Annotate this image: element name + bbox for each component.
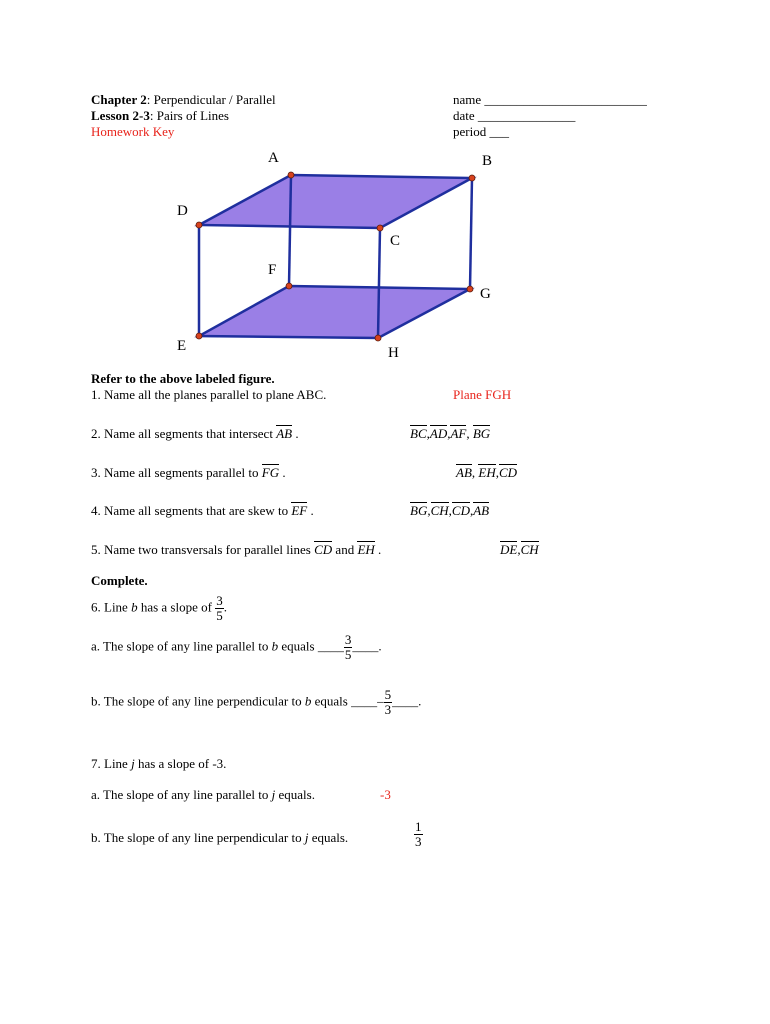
question-6a: a. The slope of any line parallel to b equals ____ $\frac{3}{5}$ ____. [91, 632, 382, 662]
answer-1: Plane FGH [453, 387, 512, 402]
segment-ab: AB [276, 426, 293, 441]
vertex-label-e: E [177, 338, 187, 354]
question-3: 3. Name all segments parallel to FG . [91, 465, 286, 480]
question-6: 6. Line b has a slope of $\frac{3}{5}$ . [91, 593, 227, 623]
section-complete-title: Complete. [91, 573, 148, 588]
vertex-label-d: D [177, 203, 188, 219]
fraction-3-5: $\frac{3}{5}$ [216, 593, 223, 623]
lesson-title: Lesson 2-3: Pairs of Lines [91, 108, 229, 123]
homework-key-label: Homework Key [91, 124, 175, 139]
answer-6b-fraction: $\frac{5}{3}$ [384, 687, 392, 717]
period-field: period ___ [453, 124, 509, 139]
question-4: 4. Name all segments that are skew to EF . [91, 503, 314, 518]
prism-figure [0, 0, 770, 380]
name-field: name _________________________ [453, 92, 647, 107]
answer-5: DE,CH [500, 542, 539, 557]
answer-3: AB, EH,CD [456, 465, 518, 480]
section-refer-title: Refer to the above labeled figure. [91, 371, 275, 386]
question-5: 5. Name two transversals for parallel lines CD and EH . [91, 542, 382, 557]
question-7b: b. The slope of any line perpendicular to j equals. [91, 830, 349, 845]
segment-ef: EF [291, 503, 308, 518]
segment-fg: FG [261, 465, 280, 480]
question-7a: a. The slope of any line parallel to j equals. [91, 787, 315, 802]
segment-cd: CD [314, 542, 333, 557]
answer-2: BC,AD,AF, BG [410, 426, 491, 441]
vertex-label-h: H [388, 345, 399, 361]
date-field: date _______________ [453, 108, 576, 123]
answer-7a: -3 [380, 787, 391, 802]
question-1: 1. Name all the planes parallel to plane ABC. [91, 387, 327, 402]
question-7: 7. Line j has a slope of -3. [91, 756, 227, 771]
question-2: 2. Name all segments that intersect AB . [91, 426, 299, 441]
answer-7b [414, 820, 423, 849]
segment-eh: EH [357, 542, 375, 557]
answer-4: BG,CH,CD,AB [410, 503, 490, 518]
chapter-title: Chapter 2: Perpendicular / Parallel [91, 92, 276, 107]
vertex-label-f: F [268, 262, 277, 278]
vertex-label-a: A [268, 150, 279, 166]
vertex-label-c: C [390, 233, 401, 249]
vertex-label-b: B [482, 153, 493, 169]
answer-7b-fraction: $\frac{1}{3}$ [415, 819, 422, 849]
vertex-label-g: G [480, 286, 491, 302]
answer-6a-fraction: $\frac{3}{5}$ [344, 632, 352, 662]
question-6b: b. The slope of any line perpendicular to b equals ____– $\frac{5}{3}$ ____. [91, 687, 422, 717]
